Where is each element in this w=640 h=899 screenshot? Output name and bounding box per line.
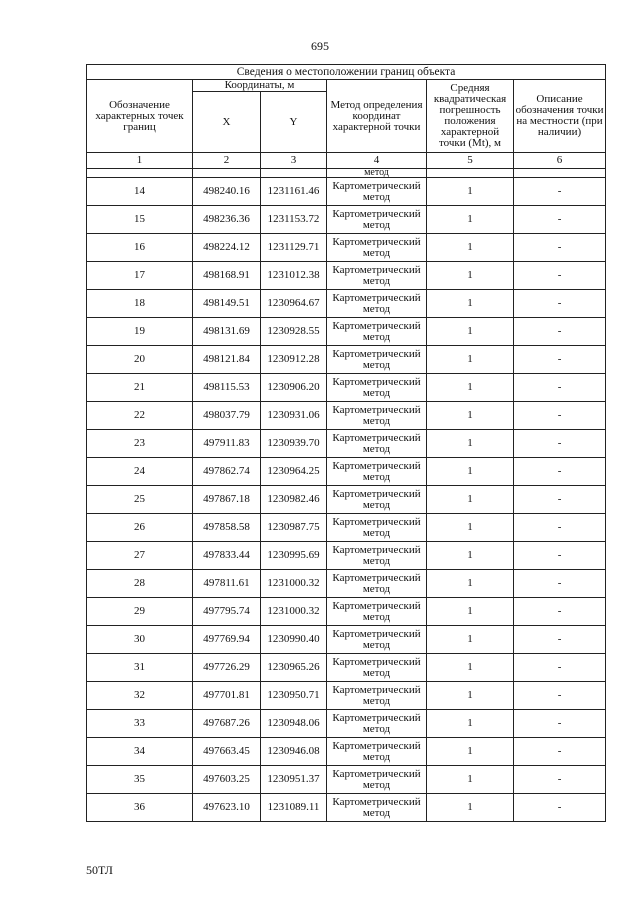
cell-y: 1230946.08 [261, 738, 327, 766]
cell-description: - [514, 542, 606, 570]
table-row [87, 710, 606, 738]
cell-error: 1 [427, 710, 514, 738]
cell-point: 33 [87, 710, 193, 738]
cell-description: - [514, 234, 606, 262]
column-number: 3 [261, 153, 327, 169]
cell-x: 498149.51 [193, 290, 261, 318]
cell-description: - [514, 514, 606, 542]
cell-x: 497769.94 [193, 626, 261, 654]
cell-error: 1 [427, 766, 514, 794]
cell-x: 498121.84 [193, 346, 261, 374]
cell-y: 1230987.75 [261, 514, 327, 542]
cell-point: 30 [87, 626, 193, 654]
cell-y: 1230939.70 [261, 430, 327, 458]
header-y: Y [261, 92, 327, 153]
table-row [87, 318, 606, 346]
cell-x: 497663.45 [193, 738, 261, 766]
cell-description: - [514, 430, 606, 458]
table-row [87, 346, 606, 374]
cell-x: 498037.79 [193, 402, 261, 430]
cell-x: 497603.25 [193, 766, 261, 794]
cell-error: 1 [427, 234, 514, 262]
cell-x: 498236.36 [193, 206, 261, 234]
header-designation: Обозначение характерных точек границ [87, 80, 193, 153]
header-method: Метод определения координат характерной точки [327, 80, 427, 153]
cell-error: 1 [427, 178, 514, 206]
cell-y: 1230964.67 [261, 290, 327, 318]
cell-x: 497867.18 [193, 486, 261, 514]
cell-y: 1230928.55 [261, 318, 327, 346]
table-row [87, 178, 606, 206]
cell-error: 1 [427, 626, 514, 654]
cell-method: Картометрический метод [327, 458, 427, 486]
cell-error: 1 [427, 654, 514, 682]
cell-y: 1230951.37 [261, 766, 327, 794]
cell-description: - [514, 262, 606, 290]
cell-method: Картометрический метод [327, 178, 427, 206]
footer-code: 50ТЛ [86, 863, 113, 877]
cell-method: Картометрический метод [327, 430, 427, 458]
cell-y: 1230965.26 [261, 654, 327, 682]
cell-method: Картометрический метод [327, 570, 427, 598]
cell-error: 1 [427, 682, 514, 710]
table-row [87, 514, 606, 542]
cell-x: 497687.26 [193, 710, 261, 738]
cell-description: - [514, 598, 606, 626]
header-description: Описание обозначения точки на местности (при наличии) [514, 80, 606, 153]
cell-error: 1 [427, 486, 514, 514]
cell-x: 497911.83 [193, 430, 261, 458]
cell-point: 19 [87, 318, 193, 346]
cell-point: 14 [87, 178, 193, 206]
cell-y: 1231089.11 [261, 794, 327, 822]
cell-method: Картометрический метод [327, 346, 427, 374]
boundary-coordinates-table [86, 64, 606, 822]
cell-description: - [514, 374, 606, 402]
table-row [87, 290, 606, 318]
continuation-row [87, 169, 606, 178]
cell-x: 497833.44 [193, 542, 261, 570]
table-row [87, 262, 606, 290]
cell-point: 17 [87, 262, 193, 290]
cell-point: 36 [87, 794, 193, 822]
cell-x: 497701.81 [193, 682, 261, 710]
cell-description: - [514, 654, 606, 682]
cell-description: - [514, 346, 606, 374]
cell-x: 497811.61 [193, 570, 261, 598]
cell-y: 1231129.71 [261, 234, 327, 262]
continuation-method: метод [327, 169, 427, 178]
cell-method: Картометрический метод [327, 206, 427, 234]
cell-y: 1231000.32 [261, 570, 327, 598]
cell-y: 1231161.46 [261, 178, 327, 206]
cell-point: 26 [87, 514, 193, 542]
table-row [87, 682, 606, 710]
cell-method: Картометрический метод [327, 710, 427, 738]
cell-error: 1 [427, 318, 514, 346]
cell-x: 498224.12 [193, 234, 261, 262]
table-row [87, 206, 606, 234]
cell-description: - [514, 178, 606, 206]
cell-x: 497858.58 [193, 514, 261, 542]
cell-x: 498240.16 [193, 178, 261, 206]
table-row [87, 570, 606, 598]
cell-description: - [514, 626, 606, 654]
table-row [87, 234, 606, 262]
cell-error: 1 [427, 738, 514, 766]
cell-x: 498115.53 [193, 374, 261, 402]
table-row [87, 374, 606, 402]
column-numbers-row [87, 153, 606, 169]
cell-error: 1 [427, 794, 514, 822]
cell-y: 1230982.46 [261, 486, 327, 514]
cell-error: 1 [427, 598, 514, 626]
cell-method: Картометрический метод [327, 234, 427, 262]
cell-description: - [514, 710, 606, 738]
table-row [87, 654, 606, 682]
cell-point: 22 [87, 402, 193, 430]
cell-point: 31 [87, 654, 193, 682]
cell-error: 1 [427, 346, 514, 374]
cell-y: 1231000.32 [261, 598, 327, 626]
cell-error: 1 [427, 430, 514, 458]
cell-point: 15 [87, 206, 193, 234]
cell-method: Картометрический метод [327, 626, 427, 654]
cell-y: 1230995.69 [261, 542, 327, 570]
cell-method: Картометрический метод [327, 402, 427, 430]
cell-x: 498131.69 [193, 318, 261, 346]
table-row [87, 486, 606, 514]
column-number: 2 [193, 153, 261, 169]
cell-method: Картометрический метод [327, 262, 427, 290]
column-number: 5 [427, 153, 514, 169]
cell-error: 1 [427, 290, 514, 318]
cell-y: 1231153.72 [261, 206, 327, 234]
cell-method: Картометрический метод [327, 654, 427, 682]
cell-error: 1 [427, 206, 514, 234]
column-number: 4 [327, 153, 427, 169]
cell-description: - [514, 486, 606, 514]
cell-x: 497623.10 [193, 794, 261, 822]
cell-method: Картометрический метод [327, 290, 427, 318]
cell-x: 497862.74 [193, 458, 261, 486]
column-number: 6 [514, 153, 606, 169]
cell-method: Картометрический метод [327, 514, 427, 542]
cell-method: Картометрический метод [327, 486, 427, 514]
cell-method: Картометрический метод [327, 318, 427, 346]
cell-error: 1 [427, 402, 514, 430]
cell-point: 16 [87, 234, 193, 262]
cell-error: 1 [427, 458, 514, 486]
cell-method: Картометрический метод [327, 598, 427, 626]
cell-point: 35 [87, 766, 193, 794]
header-x: X [193, 92, 261, 153]
cell-method: Картометрический метод [327, 542, 427, 570]
cell-point: 32 [87, 682, 193, 710]
cell-point: 24 [87, 458, 193, 486]
cell-description: - [514, 570, 606, 598]
cell-error: 1 [427, 570, 514, 598]
cell-description: - [514, 766, 606, 794]
cell-description: - [514, 402, 606, 430]
cell-point: 20 [87, 346, 193, 374]
cell-error: 1 [427, 374, 514, 402]
cell-method: Картометрический метод [327, 794, 427, 822]
table-row [87, 430, 606, 458]
cell-description: - [514, 206, 606, 234]
cell-point: 34 [87, 738, 193, 766]
cell-error: 1 [427, 262, 514, 290]
cell-point: 23 [87, 430, 193, 458]
cell-method: Картометрический метод [327, 766, 427, 794]
cell-y: 1230950.71 [261, 682, 327, 710]
table-row [87, 542, 606, 570]
cell-method: Картометрический метод [327, 374, 427, 402]
table-caption: Сведения о местоположении границ объекта [87, 65, 606, 80]
cell-point: 21 [87, 374, 193, 402]
cell-y: 1230912.28 [261, 346, 327, 374]
cell-description: - [514, 458, 606, 486]
cell-point: 27 [87, 542, 193, 570]
cell-point: 18 [87, 290, 193, 318]
table-row [87, 738, 606, 766]
cell-y: 1230990.40 [261, 626, 327, 654]
cell-y: 1230906.20 [261, 374, 327, 402]
cell-x: 497795.74 [193, 598, 261, 626]
cell-description: - [514, 794, 606, 822]
cell-description: - [514, 682, 606, 710]
page-number: 695 [311, 39, 329, 53]
cell-method: Картометрический метод [327, 738, 427, 766]
cell-description: - [514, 318, 606, 346]
table-row [87, 458, 606, 486]
cell-description: - [514, 738, 606, 766]
column-number: 1 [87, 153, 193, 169]
cell-error: 1 [427, 542, 514, 570]
cell-y: 1230948.06 [261, 710, 327, 738]
cell-description: - [514, 290, 606, 318]
cell-error: 1 [427, 514, 514, 542]
cell-method: Картометрический метод [327, 682, 427, 710]
header-error: Средняя квадратическая погрешность положения характерной точки (Mt), м [427, 80, 514, 153]
table-row [87, 766, 606, 794]
table-row [87, 626, 606, 654]
cell-x: 497726.29 [193, 654, 261, 682]
table-row [87, 598, 606, 626]
cell-point: 28 [87, 570, 193, 598]
header-coordinates: Координаты, м [193, 80, 327, 92]
table-row [87, 794, 606, 822]
cell-point: 25 [87, 486, 193, 514]
cell-point: 29 [87, 598, 193, 626]
cell-x: 498168.91 [193, 262, 261, 290]
table-row [87, 402, 606, 430]
cell-y: 1231012.38 [261, 262, 327, 290]
cell-y: 1230964.25 [261, 458, 327, 486]
cell-y: 1230931.06 [261, 402, 327, 430]
